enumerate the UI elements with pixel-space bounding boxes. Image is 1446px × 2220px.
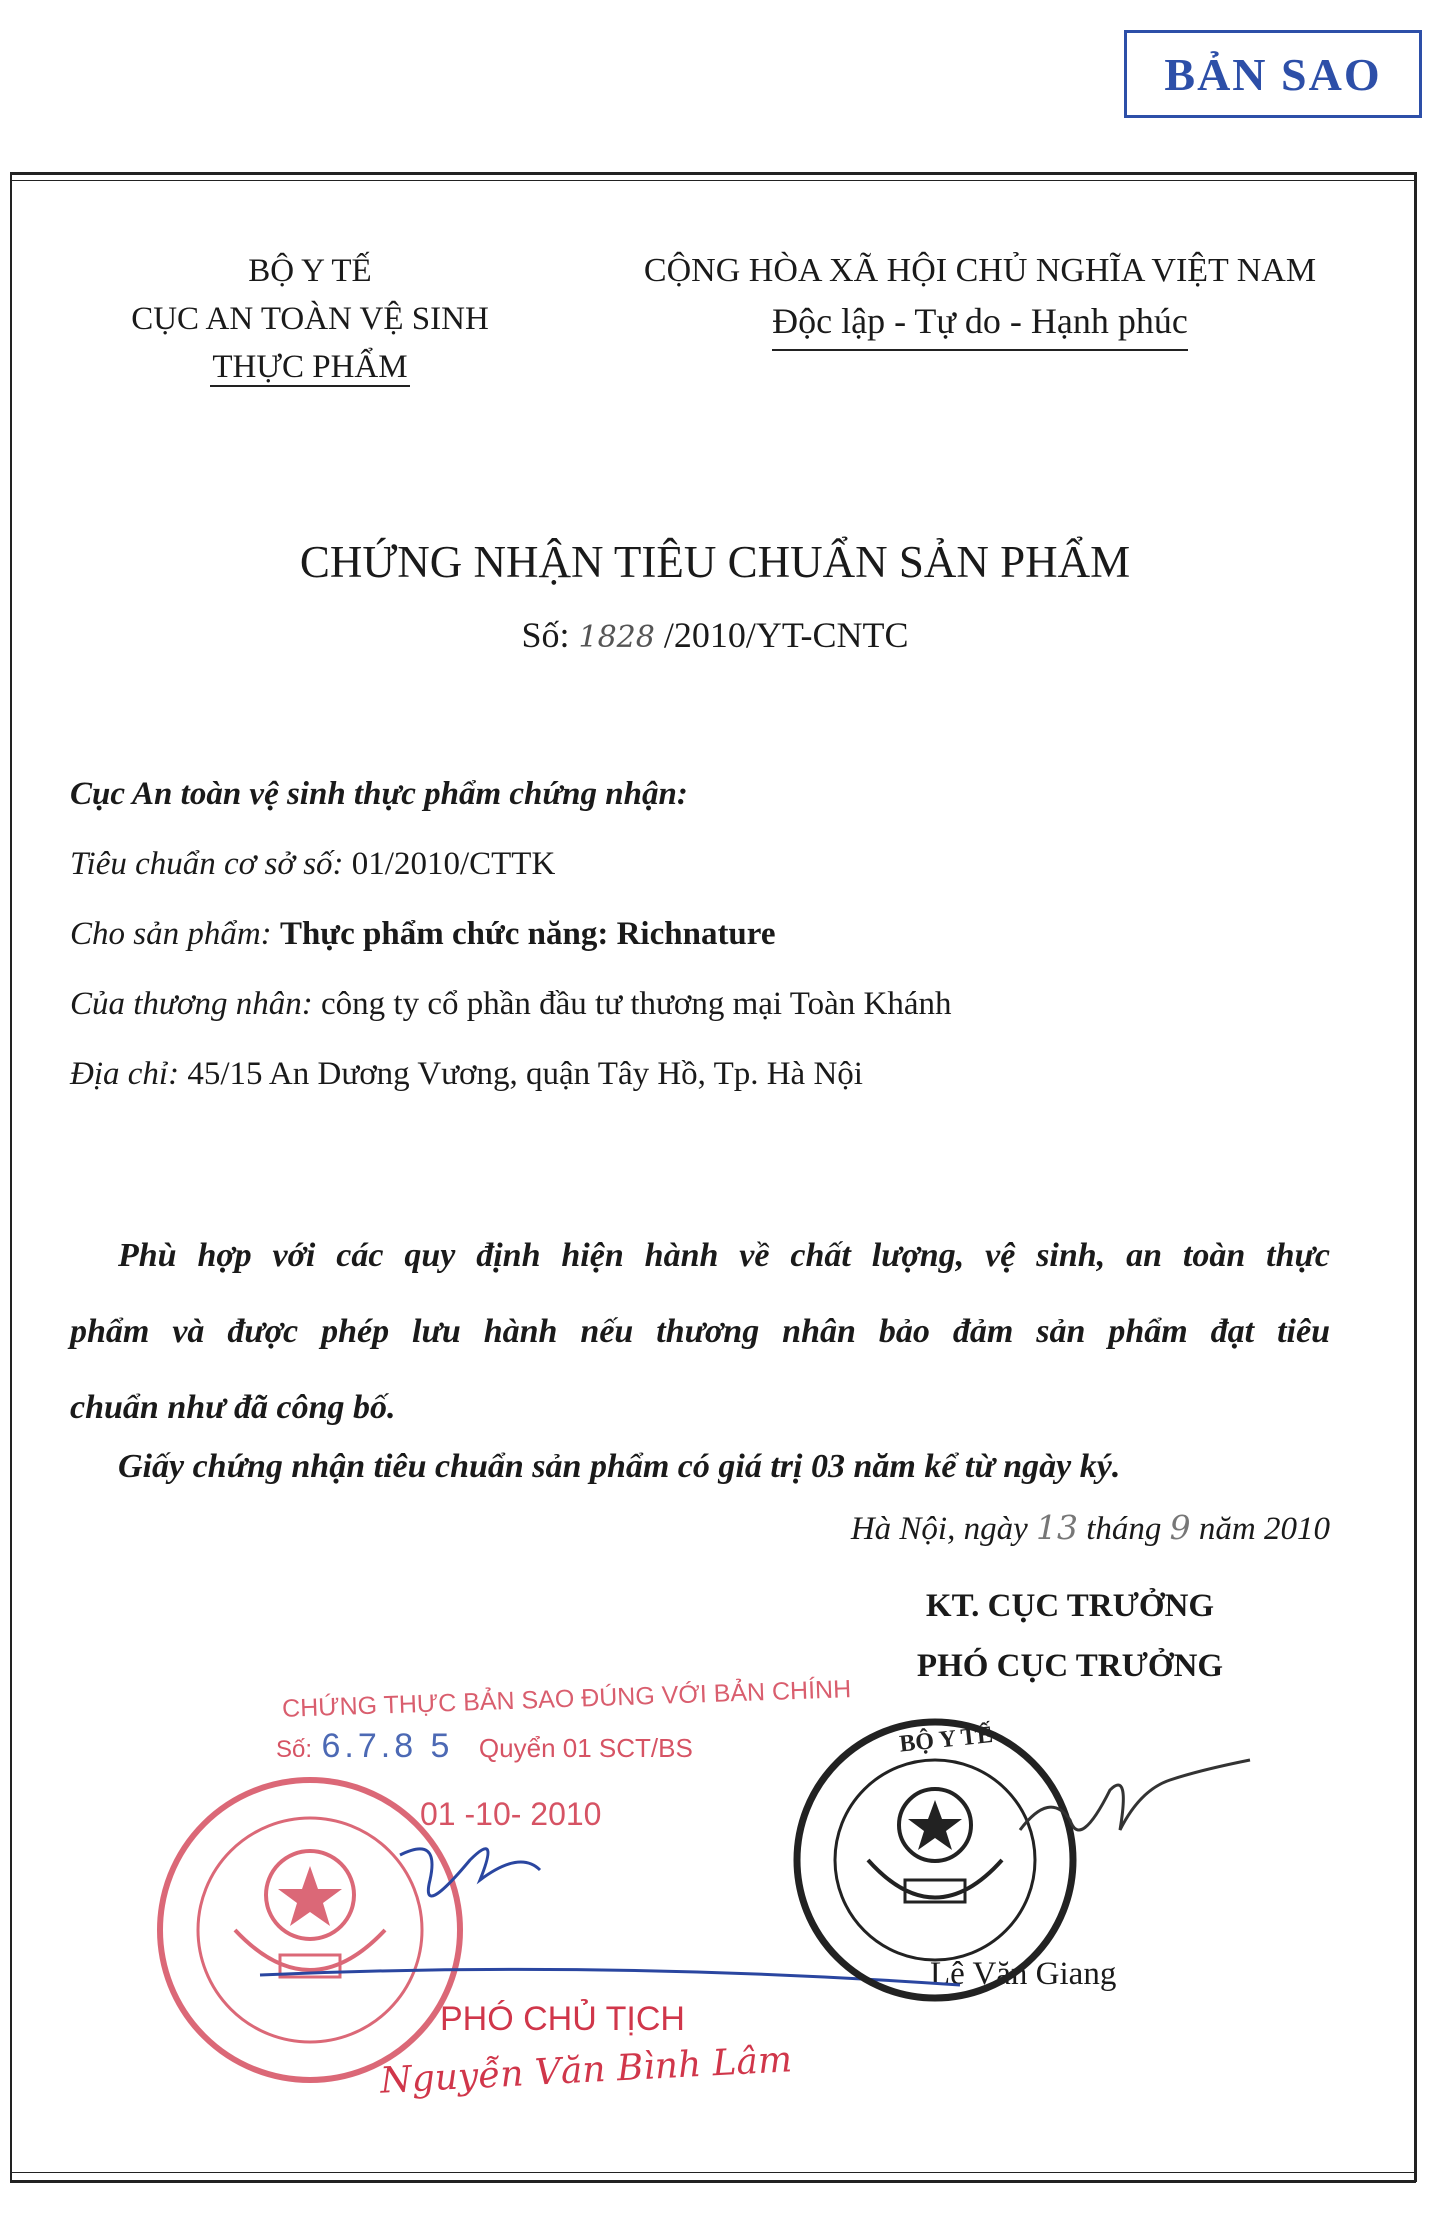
- national-motto: Độc lập - Tự do - Hạnh phúc: [772, 295, 1188, 351]
- vice-chair-title: PHÓ CHỦ TỊCH: [440, 2000, 685, 2038]
- merchant-label: Của thương nhân:: [70, 986, 313, 1022]
- copy-stamp: BẢN SAO: [1124, 30, 1422, 118]
- standard-value: 01/2010/CTTK: [351, 846, 556, 882]
- certification-number-label: Số:: [276, 1736, 313, 1763]
- republic-name: CỘNG HÒA XÃ HỘI CHỦ NGHĨA VIỆT NAM: [643, 252, 1317, 289]
- address-label: Địa chỉ:: [70, 1056, 180, 1092]
- date-day: 13: [1035, 1508, 1078, 1547]
- date-place: Hà Nội, ngày: [850, 1511, 1028, 1547]
- ministry-seal-icon: [797, 1721, 1073, 1998]
- ministry-line-3: THỰC PHẨM: [212, 349, 408, 385]
- number-suffix: /2010/YT-CNTC: [663, 615, 909, 655]
- certification-number: 6.7.8 5: [321, 1727, 454, 1765]
- conformity-line-1: Phù hợp với các quy định hiện hành về chất lượng, vệ sinh, an toàn thực: [118, 1237, 1330, 1274]
- number-handwritten: 1828: [578, 620, 655, 655]
- signatory-name: Lê Văn Giang: [930, 1956, 1117, 1992]
- date-month: 9: [1169, 1508, 1191, 1547]
- validity-line: Giấy chứng nhận tiêu chuẩn sản phẩm có giá trị 03 năm kể từ ngày ký.: [118, 1448, 1121, 1485]
- merchant-value: công ty cổ phần đầu tư thương mại Toàn Khánh: [321, 986, 952, 1022]
- intro-line: Cục An toàn vệ sinh thực phẩm chứng nhận:: [70, 776, 688, 812]
- certification-heading: CHỨNG THỰC BẢN SAO ĐÚNG VỚI BẢN CHÍNH: [281, 1675, 852, 1723]
- date-year: năm 2010: [1198, 1511, 1330, 1547]
- ministry-line-2: CỤC AN TOÀN VỆ SINH: [131, 301, 489, 337]
- date-month-label: tháng: [1086, 1511, 1162, 1547]
- conformity-line-2: phẩm và được phép lưu hành nếu thương nhân bảo đảm sản phẩm đạt tiêu: [70, 1313, 1330, 1350]
- address-value: 45/15 An Dương Vương, quận Tây Hồ, Tp. Hà Nội: [187, 1056, 863, 1092]
- document-title: CHỨNG NHẬN TIÊU CHUẨN SẢN PHẨM: [299, 537, 1131, 587]
- ministry-line-1: BỘ Y TẾ: [248, 253, 372, 289]
- signature-title-1: KT. CỤC TRƯỞNG: [925, 1588, 1215, 1624]
- vice-chair-signature: [400, 1849, 540, 1896]
- certification-date: 01 -10- 2010: [420, 1796, 602, 1832]
- standard-label: Tiêu chuẩn cơ sở số:: [70, 846, 344, 882]
- product-label: Cho sản phẩm:: [70, 916, 272, 952]
- conformity-line-3: chuẩn như đã công bố.: [70, 1389, 396, 1426]
- vice-chair-name: Nguyễn Văn Bình Lâm: [379, 2039, 794, 2102]
- signature-title-2: PHÓ CỤC TRƯỞNG: [916, 1648, 1224, 1684]
- certification-book: Quyển 01 SCT/BS: [478, 1733, 693, 1763]
- product-value: Thực phẩm chức năng: Richnature: [279, 916, 776, 952]
- svg-text:BỘ Y TẾ: BỘ Y TẾ: [898, 1721, 995, 1758]
- red-seal-icon: [160, 1780, 460, 2080]
- number-prefix: Số:: [521, 615, 570, 655]
